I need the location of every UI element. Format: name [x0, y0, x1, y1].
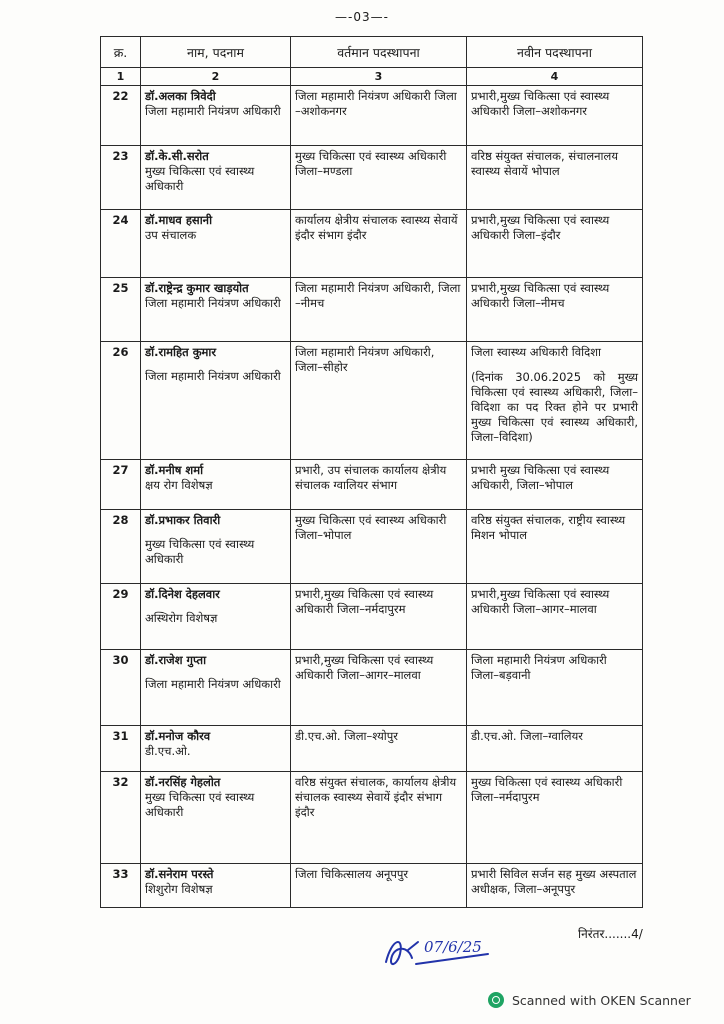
name-cell — [141, 342, 291, 460]
current-posting: प्रभारी, उप संचालक कार्यालय क्षेत्रीय संचालक ग्वालियर संभाग — [295, 463, 447, 492]
table-row — [101, 726, 643, 772]
signature-date: 07/6/25 — [424, 938, 482, 956]
name-cell — [141, 510, 291, 584]
serial-number: 24 — [101, 210, 141, 278]
table-row — [101, 342, 643, 460]
table-row — [101, 584, 643, 650]
current-posting: जिला महामारी नियंत्रण अधिकारी, जिला –नीमच — [295, 281, 461, 310]
new-posting: वरिष्ठ संयुक्त संचालक, संचालनालय स्वास्थ्य सेवायें भोपाल — [471, 149, 618, 178]
new-posting: वरिष्ठ संयुक्त संचालक, राष्ट्रीय स्वास्थ्य मिशन भोपाल — [471, 513, 626, 542]
officer-designation: उप संचालक — [145, 228, 197, 242]
new-posting-cell — [467, 342, 643, 460]
serial-number: 29 — [101, 584, 141, 650]
new-posting: डी.एच.ओ. जिला–ग्वालियर — [471, 729, 583, 743]
officer-name: डॉ.मनीष शर्मा — [145, 463, 204, 477]
table-row — [101, 460, 643, 510]
header-new-posting: नवीन पदस्थापना — [467, 37, 643, 68]
new-posting-cell — [467, 510, 643, 584]
current-posting: वरिष्ठ संयुक्त संचालक, कार्यालय क्षेत्रीय संचालक स्वास्थ्य सेवायें इंदौर संभाग इंदौर — [295, 775, 457, 819]
col-number: 2 — [141, 68, 291, 86]
current-posting-cell — [291, 210, 467, 278]
col-number: 3 — [291, 68, 467, 86]
serial-number: 28 — [101, 510, 141, 584]
header-current-posting: वर्तमान पदस्थापना — [291, 37, 467, 68]
officer-designation: जिला महामारी नियंत्रण अधिकारी — [145, 104, 281, 118]
serial-number: 23 — [101, 146, 141, 210]
officer-name: डॉ.राष्ट्रेन्द्र कुमार खाड़योत — [145, 281, 249, 295]
serial-number: 26 — [101, 342, 141, 460]
name-cell — [141, 772, 291, 864]
new-posting-cell — [467, 772, 643, 864]
new-posting-cell — [467, 726, 643, 772]
current-posting-cell — [291, 146, 467, 210]
officer-name: डॉ.नरसिंह गेहलोत — [145, 775, 221, 789]
transfer-table — [100, 36, 643, 908]
officer-name: डॉ.राजेश गुप्ता — [145, 653, 207, 667]
col-number: 1 — [101, 68, 141, 86]
name-cell — [141, 864, 291, 908]
table-row — [101, 510, 643, 584]
table-row — [101, 146, 643, 210]
signature — [378, 928, 498, 978]
new-posting: प्रभारी सिविल सर्जन सह मुख्य अस्पताल अधीक्षक, जिला–अनूपपुर — [471, 867, 637, 896]
officer-designation: मुख्य चिकित्सा एवं स्वास्थ्य अधिकारी — [145, 537, 255, 566]
name-cell — [141, 726, 291, 772]
name-cell — [141, 278, 291, 342]
serial-number: 32 — [101, 772, 141, 864]
header-serial: क्र. — [101, 37, 141, 68]
officer-name: डॉ.मनोज कौरव — [145, 729, 211, 743]
posting-note: (दिनांक 30.06.2025 को मुख्य चिकित्सा एवं स्वास्थ्य अधिकारी, जिला–विदिशा का पद रिक्त होने पर प्रभारी मुख्य चिकित्सा एवं स्वास्थ्य अधिकारी, जिला–विदिशा) — [471, 370, 638, 444]
new-posting-cell — [467, 584, 643, 650]
serial-number: 27 — [101, 460, 141, 510]
serial-number: 31 — [101, 726, 141, 772]
officer-designation: जिला महामारी नियंत्रण अधिकारी — [145, 296, 281, 310]
current-posting: जिला महामारी नियंत्रण अधिकारी, जिला–सीहोर — [295, 345, 435, 374]
name-cell — [141, 86, 291, 146]
new-posting-cell — [467, 278, 643, 342]
officer-designation: अस्थिरोग विशेषज्ञ — [145, 611, 218, 625]
table-row — [101, 864, 643, 908]
new-posting: प्रभारी,मुख्य चिकित्सा एवं स्वास्थ्य अधिकारी जिला–अशोकनगर — [471, 89, 610, 118]
col-number: 4 — [467, 68, 643, 86]
officer-designation: मुख्य चिकित्सा एवं स्वास्थ्य अधिकारी — [145, 164, 255, 193]
current-posting: कार्यालय क्षेत्रीय संचालक स्वास्थ्य सेवायें इंदौर संभाग इंदौर — [295, 213, 458, 242]
new-posting-cell — [467, 460, 643, 510]
officer-name: डॉ.रामहित कुमार — [145, 345, 217, 359]
table-row — [101, 278, 643, 342]
current-posting-cell — [291, 460, 467, 510]
new-posting-cell — [467, 146, 643, 210]
serial-number: 25 — [101, 278, 141, 342]
officer-name: डॉ.प्रभाकर तिवारी — [145, 513, 221, 527]
officer-designation: क्षय रोग विशेषज्ञ — [145, 478, 213, 492]
current-posting: मुख्य चिकित्सा एवं स्वास्थ्य अधिकारी जिला–मण्डला — [295, 149, 447, 178]
serial-number: 33 — [101, 864, 141, 908]
name-cell — [141, 146, 291, 210]
current-posting-cell — [291, 772, 467, 864]
new-posting: प्रभारी मुख्य चिकित्सा एवं स्वास्थ्य अधिकारी, जिला–भोपाल — [471, 463, 610, 492]
name-cell — [141, 210, 291, 278]
current-posting-cell — [291, 650, 467, 726]
serial-number: 22 — [101, 86, 141, 146]
current-posting-cell — [291, 278, 467, 342]
header-name-designation: नाम, पदनाम — [141, 37, 291, 68]
signature-scribble-icon — [378, 928, 498, 978]
officer-designation: जिला महामारी नियंत्रण अधिकारी — [145, 677, 281, 691]
new-posting-cell — [467, 864, 643, 908]
serial-number: 30 — [101, 650, 141, 726]
new-posting-cell — [467, 86, 643, 146]
oken-scanner-logo-icon — [488, 992, 504, 1008]
current-posting-cell — [291, 726, 467, 772]
current-posting: प्रभारी,मुख्य चिकित्सा एवं स्वास्थ्य अधिकारी जिला–आगर–मालवा — [295, 653, 434, 682]
officer-designation: मुख्य चिकित्सा एवं स्वास्थ्य अधिकारी — [145, 790, 255, 819]
current-posting-cell — [291, 864, 467, 908]
current-posting: डी.एच.ओ. जिला–श्योपुर — [295, 729, 398, 743]
officer-name: डॉ.सनेराम परस्ते — [145, 867, 214, 881]
new-posting-cell — [467, 650, 643, 726]
table-row — [101, 772, 643, 864]
table-row — [101, 86, 643, 146]
current-posting-cell — [291, 86, 467, 146]
table-header-row — [101, 37, 643, 68]
table-row — [101, 210, 643, 278]
current-posting-cell — [291, 342, 467, 460]
name-cell — [141, 584, 291, 650]
name-cell — [141, 650, 291, 726]
scanner-watermark — [488, 992, 691, 1008]
officer-designation: डी.एच.ओ. — [145, 744, 191, 758]
column-number-row — [101, 68, 643, 86]
continued-marker: निरंतर.......4/ — [578, 927, 643, 941]
officer-designation: जिला महामारी नियंत्रण अधिकारी — [145, 369, 281, 383]
new-posting: प्रभारी,मुख्य चिकित्सा एवं स्वास्थ्य अधिकारी जिला–आगर–मालवा — [471, 587, 610, 616]
new-posting: जिला स्वास्थ्य अधिकारी विदिशा — [471, 345, 602, 359]
new-posting: मुख्य चिकित्सा एवं स्वास्थ्य अधिकारी जिला–नर्मदापुरम — [471, 775, 623, 804]
new-posting: प्रभारी,मुख्य चिकित्सा एवं स्वास्थ्य अधिकारी जिला–इंदौर — [471, 213, 610, 242]
new-posting-cell — [467, 210, 643, 278]
current-posting: जिला चिकित्सालय अनूपपुर — [295, 867, 409, 881]
officer-name: डॉ.के.सी.सरोत — [145, 149, 209, 163]
name-cell — [141, 460, 291, 510]
current-posting-cell — [291, 584, 467, 650]
page-number: —-03—- — [335, 10, 389, 24]
officer-name: डॉ.दिनेश देहलवार — [145, 587, 220, 601]
officer-name: डॉ.माधव हसानी — [145, 213, 213, 227]
scanner-watermark-text: Scanned with OKEN Scanner — [512, 992, 691, 1008]
table-row — [101, 650, 643, 726]
current-posting: मुख्य चिकित्सा एवं स्वास्थ्य अधिकारी जिला–भोपाल — [295, 513, 447, 542]
new-posting: जिला महामारी नियंत्रण अधिकारी जिला–बड़वानी — [471, 653, 607, 682]
officer-name: डॉ.अलका त्रिवेदी — [145, 89, 216, 103]
current-posting: जिला महामारी नियंत्रण अधिकारी जिला –अशोकनगर — [295, 89, 457, 118]
new-posting: प्रभारी,मुख्य चिकित्सा एवं स्वास्थ्य अधिकारी जिला–नीमच — [471, 281, 610, 310]
current-posting: प्रभारी,मुख्य चिकित्सा एवं स्वास्थ्य अधिकारी जिला–नर्मदापुरम — [295, 587, 434, 616]
officer-designation: शिशुरोग विशेषज्ञ — [145, 882, 213, 896]
current-posting-cell — [291, 510, 467, 584]
